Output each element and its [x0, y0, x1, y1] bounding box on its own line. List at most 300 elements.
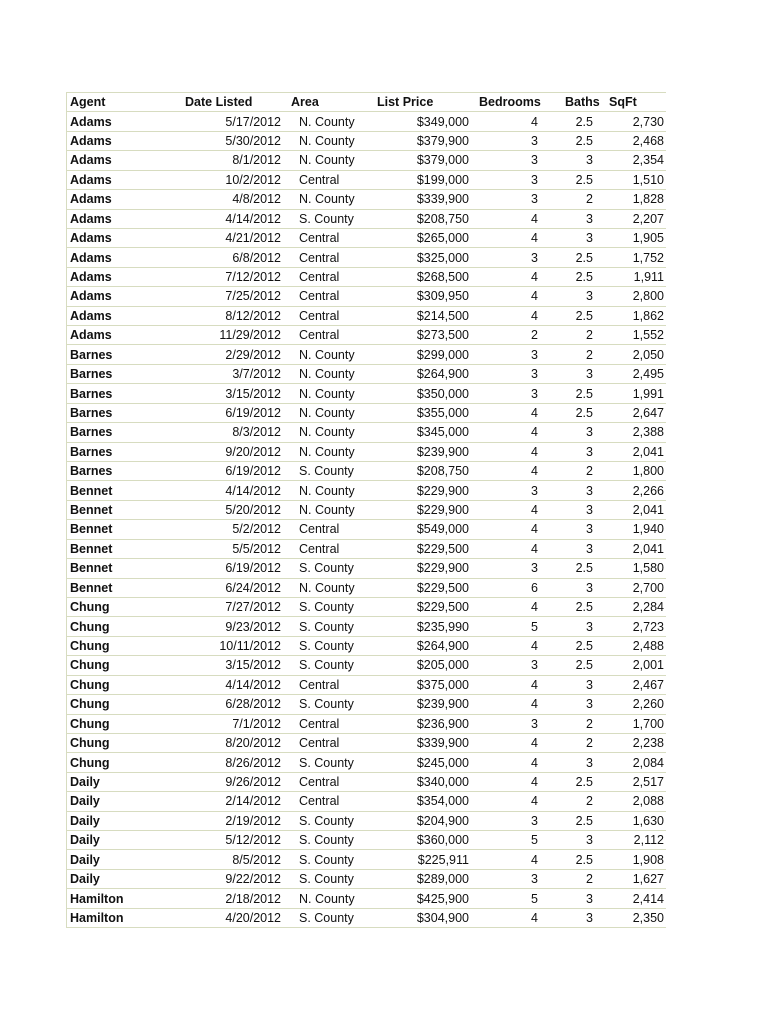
table-row — [67, 792, 666, 811]
cell-bedrooms: 3 — [471, 811, 552, 830]
cell-date-listed: 2/19/2012 — [151, 811, 289, 830]
cell-baths: 2.5 — [552, 306, 607, 325]
cell-area: N. County — [289, 578, 377, 597]
cell-bedrooms: 3 — [471, 869, 552, 888]
cell-list-price: $360,000 — [377, 831, 471, 850]
cell-baths: 3 — [552, 481, 607, 500]
cell-list-price: $245,000 — [377, 753, 471, 772]
cell-baths: 3 — [552, 209, 607, 228]
cell-list-price: $325,000 — [377, 248, 471, 267]
cell-bedrooms: 4 — [471, 287, 552, 306]
cell-baths: 3 — [552, 423, 607, 442]
cell-bedrooms: 4 — [471, 850, 552, 869]
cell-agent: Bennet — [67, 578, 151, 597]
cell-agent: Bennet — [67, 481, 151, 500]
cell-baths: 3 — [552, 500, 607, 519]
cell-bedrooms: 4 — [471, 267, 552, 286]
cell-list-price: $236,900 — [377, 714, 471, 733]
cell-bedrooms: 3 — [471, 190, 552, 209]
cell-area: Central — [289, 248, 377, 267]
table-row — [67, 267, 666, 286]
cell-baths: 2.5 — [552, 248, 607, 267]
cell-sqft: 2,266 — [607, 481, 666, 500]
cell-date-listed: 9/22/2012 — [151, 869, 289, 888]
cell-agent: Daily — [67, 792, 151, 811]
cell-sqft: 2,041 — [607, 500, 666, 519]
cell-agent: Adams — [67, 131, 151, 150]
cell-list-price: $354,000 — [377, 792, 471, 811]
table-body — [67, 112, 666, 928]
cell-date-listed: 3/15/2012 — [151, 656, 289, 675]
cell-list-price: $264,900 — [377, 636, 471, 655]
cell-bedrooms: 3 — [471, 170, 552, 189]
cell-bedrooms: 3 — [471, 151, 552, 170]
cell-baths: 2 — [552, 345, 607, 364]
cell-list-price: $239,900 — [377, 695, 471, 714]
cell-agent: Hamilton — [67, 889, 151, 908]
cell-bedrooms: 4 — [471, 306, 552, 325]
cell-baths: 3 — [552, 675, 607, 694]
cell-area: S. County — [289, 656, 377, 675]
cell-sqft: 2,041 — [607, 442, 666, 461]
cell-agent: Adams — [67, 306, 151, 325]
cell-date-listed: 5/5/2012 — [151, 539, 289, 558]
cell-list-price: $205,000 — [377, 656, 471, 675]
header-baths: Baths — [552, 93, 607, 112]
cell-date-listed: 3/7/2012 — [151, 364, 289, 383]
table-row — [67, 520, 666, 539]
cell-bedrooms: 4 — [471, 597, 552, 616]
cell-sqft: 2,354 — [607, 151, 666, 170]
cell-list-price: $273,500 — [377, 326, 471, 345]
cell-baths: 3 — [552, 539, 607, 558]
table-row — [67, 869, 666, 888]
cell-sqft: 1,911 — [607, 267, 666, 286]
cell-date-listed: 5/2/2012 — [151, 520, 289, 539]
table-row — [67, 131, 666, 150]
cell-date-listed: 8/12/2012 — [151, 306, 289, 325]
cell-sqft: 2,207 — [607, 209, 666, 228]
cell-sqft: 2,467 — [607, 675, 666, 694]
cell-list-price: $229,900 — [377, 500, 471, 519]
table-row — [67, 481, 666, 500]
cell-baths: 3 — [552, 831, 607, 850]
cell-baths: 3 — [552, 151, 607, 170]
cell-agent: Barnes — [67, 462, 151, 481]
cell-date-listed: 7/1/2012 — [151, 714, 289, 733]
cell-bedrooms: 4 — [471, 539, 552, 558]
table-row — [67, 403, 666, 422]
cell-area: S. County — [289, 908, 377, 927]
cell-area: N. County — [289, 423, 377, 442]
cell-agent: Daily — [67, 831, 151, 850]
cell-sqft: 1,991 — [607, 384, 666, 403]
cell-baths: 3 — [552, 228, 607, 247]
cell-date-listed: 5/12/2012 — [151, 831, 289, 850]
cell-agent: Adams — [67, 209, 151, 228]
table-row — [67, 831, 666, 850]
cell-sqft: 2,050 — [607, 345, 666, 364]
cell-agent: Chung — [67, 714, 151, 733]
cell-baths: 3 — [552, 287, 607, 306]
cell-baths: 2.5 — [552, 811, 607, 830]
cell-bedrooms: 3 — [471, 384, 552, 403]
cell-area: N. County — [289, 364, 377, 383]
cell-list-price: $268,500 — [377, 267, 471, 286]
cell-area: Central — [289, 675, 377, 694]
cell-list-price: $345,000 — [377, 423, 471, 442]
cell-list-price: $349,000 — [377, 112, 471, 131]
cell-date-listed: 9/20/2012 — [151, 442, 289, 461]
cell-list-price: $214,500 — [377, 306, 471, 325]
table-row — [67, 753, 666, 772]
cell-list-price: $199,000 — [377, 170, 471, 189]
cell-date-listed: 9/23/2012 — [151, 617, 289, 636]
cell-bedrooms: 3 — [471, 559, 552, 578]
table-row — [67, 248, 666, 267]
table-row — [67, 714, 666, 733]
cell-bedrooms: 4 — [471, 209, 552, 228]
cell-agent: Daily — [67, 811, 151, 830]
cell-sqft: 1,630 — [607, 811, 666, 830]
cell-agent: Daily — [67, 850, 151, 869]
table-row — [67, 597, 666, 616]
cell-agent: Adams — [67, 326, 151, 345]
cell-area: S. County — [289, 753, 377, 772]
table-row — [67, 345, 666, 364]
cell-baths: 2.5 — [552, 267, 607, 286]
table-row — [67, 151, 666, 170]
cell-date-listed: 6/19/2012 — [151, 462, 289, 481]
cell-baths: 2 — [552, 869, 607, 888]
cell-area: N. County — [289, 500, 377, 519]
cell-area: N. County — [289, 112, 377, 131]
cell-sqft: 2,723 — [607, 617, 666, 636]
header-row — [67, 93, 666, 112]
cell-baths: 3 — [552, 578, 607, 597]
cell-area: S. County — [289, 831, 377, 850]
cell-list-price: $235,990 — [377, 617, 471, 636]
header-bedrooms: Bedrooms — [471, 93, 552, 112]
cell-list-price: $379,000 — [377, 151, 471, 170]
table-row — [67, 112, 666, 131]
cell-agent: Daily — [67, 772, 151, 791]
cell-area: N. County — [289, 151, 377, 170]
cell-area: S. County — [289, 850, 377, 869]
cell-sqft: 2,041 — [607, 539, 666, 558]
cell-sqft: 1,800 — [607, 462, 666, 481]
cell-area: N. County — [289, 481, 377, 500]
cell-list-price: $264,900 — [377, 364, 471, 383]
cell-date-listed: 8/26/2012 — [151, 753, 289, 772]
cell-date-listed: 8/1/2012 — [151, 151, 289, 170]
cell-sqft: 1,905 — [607, 228, 666, 247]
cell-agent: Chung — [67, 695, 151, 714]
cell-baths: 2 — [552, 733, 607, 752]
cell-list-price: $239,900 — [377, 442, 471, 461]
header-agent: Agent — [67, 93, 151, 112]
cell-bedrooms: 4 — [471, 753, 552, 772]
cell-date-listed: 4/21/2012 — [151, 228, 289, 247]
table-row — [67, 423, 666, 442]
cell-bedrooms: 4 — [471, 695, 552, 714]
cell-agent: Chung — [67, 636, 151, 655]
cell-sqft: 2,350 — [607, 908, 666, 927]
cell-agent: Hamilton — [67, 908, 151, 927]
cell-date-listed: 10/2/2012 — [151, 170, 289, 189]
cell-list-price: $375,000 — [377, 675, 471, 694]
cell-area: Central — [289, 520, 377, 539]
cell-bedrooms: 4 — [471, 228, 552, 247]
cell-sqft: 2,001 — [607, 656, 666, 675]
header-area: Area — [289, 93, 377, 112]
cell-agent: Bennet — [67, 520, 151, 539]
cell-sqft: 1,752 — [607, 248, 666, 267]
cell-sqft: 1,552 — [607, 326, 666, 345]
cell-baths: 2 — [552, 714, 607, 733]
table-row — [67, 287, 666, 306]
cell-agent: Barnes — [67, 442, 151, 461]
cell-area: N. County — [289, 384, 377, 403]
cell-baths: 3 — [552, 520, 607, 539]
cell-baths: 2 — [552, 462, 607, 481]
cell-list-price: $340,000 — [377, 772, 471, 791]
cell-bedrooms: 4 — [471, 733, 552, 752]
cell-date-listed: 5/30/2012 — [151, 131, 289, 150]
header-list-price: List Price — [377, 93, 471, 112]
cell-bedrooms: 4 — [471, 772, 552, 791]
table-row — [67, 306, 666, 325]
header-date-listed: Date Listed — [151, 93, 289, 112]
cell-date-listed: 8/5/2012 — [151, 850, 289, 869]
table-row — [67, 539, 666, 558]
cell-bedrooms: 4 — [471, 636, 552, 655]
cell-baths: 3 — [552, 753, 607, 772]
cell-date-listed: 8/20/2012 — [151, 733, 289, 752]
cell-bedrooms: 4 — [471, 462, 552, 481]
cell-list-price: $339,900 — [377, 733, 471, 752]
cell-area: S. County — [289, 209, 377, 228]
cell-agent: Barnes — [67, 345, 151, 364]
cell-date-listed: 11/29/2012 — [151, 326, 289, 345]
cell-date-listed: 7/27/2012 — [151, 597, 289, 616]
cell-list-price: $350,000 — [377, 384, 471, 403]
cell-bedrooms: 3 — [471, 345, 552, 364]
cell-list-price: $265,000 — [377, 228, 471, 247]
table-row — [67, 228, 666, 247]
cell-agent: Barnes — [67, 423, 151, 442]
cell-baths: 2.5 — [552, 112, 607, 131]
cell-sqft: 1,828 — [607, 190, 666, 209]
table-row — [67, 578, 666, 597]
cell-bedrooms: 3 — [471, 714, 552, 733]
cell-agent: Chung — [67, 597, 151, 616]
cell-area: N. County — [289, 345, 377, 364]
cell-date-listed: 2/29/2012 — [151, 345, 289, 364]
cell-date-listed: 6/28/2012 — [151, 695, 289, 714]
cell-sqft: 2,468 — [607, 131, 666, 150]
table-row — [67, 559, 666, 578]
cell-area: S. County — [289, 617, 377, 636]
cell-list-price: $208,750 — [377, 209, 471, 228]
cell-bedrooms: 5 — [471, 889, 552, 908]
cell-sqft: 2,112 — [607, 831, 666, 850]
cell-list-price: $425,900 — [377, 889, 471, 908]
cell-area: S. County — [289, 811, 377, 830]
cell-list-price: $339,900 — [377, 190, 471, 209]
cell-area: S. County — [289, 462, 377, 481]
cell-agent: Chung — [67, 617, 151, 636]
cell-area: N. County — [289, 190, 377, 209]
cell-list-price: $355,000 — [377, 403, 471, 422]
cell-date-listed: 4/8/2012 — [151, 190, 289, 209]
cell-bedrooms: 5 — [471, 831, 552, 850]
cell-baths: 2.5 — [552, 772, 607, 791]
cell-sqft: 2,284 — [607, 597, 666, 616]
table-row — [67, 364, 666, 383]
cell-list-price: $304,900 — [377, 908, 471, 927]
cell-bedrooms: 4 — [471, 403, 552, 422]
cell-sqft: 2,800 — [607, 287, 666, 306]
cell-area: N. County — [289, 131, 377, 150]
cell-area: N. County — [289, 403, 377, 422]
cell-sqft: 2,088 — [607, 792, 666, 811]
cell-date-listed: 4/14/2012 — [151, 209, 289, 228]
cell-baths: 3 — [552, 364, 607, 383]
listings-sheet — [66, 92, 666, 928]
cell-list-price: $299,000 — [377, 345, 471, 364]
table-row — [67, 656, 666, 675]
cell-sqft: 2,388 — [607, 423, 666, 442]
cell-area: S. County — [289, 597, 377, 616]
cell-agent: Barnes — [67, 384, 151, 403]
cell-agent: Bennet — [67, 559, 151, 578]
cell-date-listed: 5/20/2012 — [151, 500, 289, 519]
cell-area: S. County — [289, 695, 377, 714]
cell-agent: Barnes — [67, 364, 151, 383]
cell-agent: Daily — [67, 869, 151, 888]
cell-date-listed: 7/12/2012 — [151, 267, 289, 286]
cell-list-price: $229,900 — [377, 481, 471, 500]
cell-bedrooms: 4 — [471, 908, 552, 927]
table-row — [67, 695, 666, 714]
table-row — [67, 170, 666, 189]
cell-sqft: 1,862 — [607, 306, 666, 325]
cell-area: Central — [289, 287, 377, 306]
table-row — [67, 811, 666, 830]
cell-sqft: 2,488 — [607, 636, 666, 655]
cell-sqft: 2,260 — [607, 695, 666, 714]
cell-sqft: 1,908 — [607, 850, 666, 869]
cell-baths: 2 — [552, 326, 607, 345]
cell-list-price: $225,911 — [377, 850, 471, 869]
cell-agent: Chung — [67, 733, 151, 752]
cell-baths: 2.5 — [552, 656, 607, 675]
cell-agent: Adams — [67, 112, 151, 131]
cell-list-price: $204,900 — [377, 811, 471, 830]
cell-bedrooms: 4 — [471, 520, 552, 539]
cell-list-price: $229,500 — [377, 578, 471, 597]
cell-date-listed: 6/8/2012 — [151, 248, 289, 267]
cell-area: N. County — [289, 442, 377, 461]
cell-area: Central — [289, 714, 377, 733]
cell-agent: Adams — [67, 190, 151, 209]
cell-baths: 2.5 — [552, 850, 607, 869]
cell-list-price: $229,500 — [377, 539, 471, 558]
table-row — [67, 442, 666, 461]
cell-baths: 2 — [552, 190, 607, 209]
cell-bedrooms: 5 — [471, 617, 552, 636]
cell-area: Central — [289, 267, 377, 286]
cell-sqft: 2,238 — [607, 733, 666, 752]
listings-table — [67, 92, 666, 928]
table-row — [67, 850, 666, 869]
cell-list-price: $379,900 — [377, 131, 471, 150]
cell-area: N. County — [289, 889, 377, 908]
cell-area: Central — [289, 733, 377, 752]
cell-date-listed: 8/3/2012 — [151, 423, 289, 442]
cell-baths: 3 — [552, 908, 607, 927]
cell-date-listed: 6/19/2012 — [151, 559, 289, 578]
cell-sqft: 2,730 — [607, 112, 666, 131]
cell-baths: 3 — [552, 617, 607, 636]
cell-area: Central — [289, 539, 377, 558]
cell-baths: 2.5 — [552, 636, 607, 655]
cell-list-price: $289,000 — [377, 869, 471, 888]
cell-baths: 2.5 — [552, 597, 607, 616]
cell-sqft: 1,580 — [607, 559, 666, 578]
cell-bedrooms: 4 — [471, 500, 552, 519]
table-row — [67, 384, 666, 403]
cell-date-listed: 7/25/2012 — [151, 287, 289, 306]
cell-list-price: $229,900 — [377, 559, 471, 578]
table-row — [67, 462, 666, 481]
cell-date-listed: 6/24/2012 — [151, 578, 289, 597]
cell-bedrooms: 6 — [471, 578, 552, 597]
cell-agent: Adams — [67, 228, 151, 247]
cell-agent: Adams — [67, 267, 151, 286]
table-row — [67, 636, 666, 655]
cell-area: Central — [289, 170, 377, 189]
cell-sqft: 2,414 — [607, 889, 666, 908]
table-row — [67, 733, 666, 752]
cell-agent: Chung — [67, 753, 151, 772]
cell-bedrooms: 3 — [471, 364, 552, 383]
cell-bedrooms: 3 — [471, 131, 552, 150]
cell-agent: Bennet — [67, 539, 151, 558]
cell-date-listed: 9/26/2012 — [151, 772, 289, 791]
table-row — [67, 617, 666, 636]
cell-baths: 2.5 — [552, 170, 607, 189]
cell-agent: Chung — [67, 656, 151, 675]
cell-agent: Chung — [67, 675, 151, 694]
cell-sqft: 1,700 — [607, 714, 666, 733]
cell-baths: 2 — [552, 792, 607, 811]
cell-baths: 3 — [552, 442, 607, 461]
table-row — [67, 326, 666, 345]
cell-sqft: 2,647 — [607, 403, 666, 422]
cell-baths: 2.5 — [552, 384, 607, 403]
cell-bedrooms: 4 — [471, 675, 552, 694]
cell-list-price: $309,950 — [377, 287, 471, 306]
cell-area: Central — [289, 772, 377, 791]
cell-sqft: 1,627 — [607, 869, 666, 888]
cell-agent: Adams — [67, 287, 151, 306]
cell-sqft: 2,517 — [607, 772, 666, 791]
cell-baths: 2.5 — [552, 131, 607, 150]
cell-date-listed: 4/14/2012 — [151, 675, 289, 694]
cell-date-listed: 3/15/2012 — [151, 384, 289, 403]
